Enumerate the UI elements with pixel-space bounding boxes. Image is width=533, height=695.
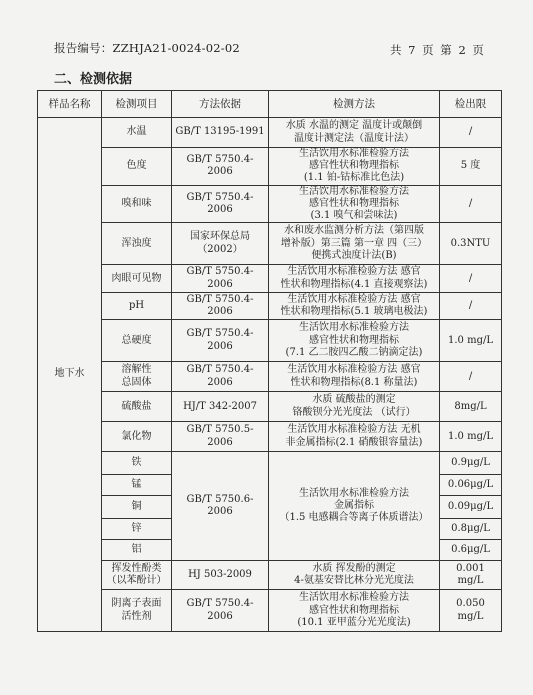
- item-cell: 总硬度: [102, 320, 172, 362]
- basis-cell: GB/T 13195-1991: [172, 118, 269, 148]
- method-cell: 水质 挥发酚的测定 4-氨基安替比林分光光度法: [269, 561, 440, 590]
- item-cell: 铝: [102, 540, 172, 561]
- basis-cell: GB/T 5750.4-2006: [172, 362, 269, 392]
- limit-cell: 0.09μg/L: [440, 496, 502, 519]
- basis-cell: GB/T 5750.4-2006: [172, 265, 269, 293]
- report-number: 报告编号：ZZHJA21-0024-02-02: [54, 41, 240, 55]
- limit-cell: 5 度: [440, 148, 502, 186]
- table-row: [38, 148, 502, 186]
- header-method: 检测方法: [269, 91, 440, 118]
- basis-cell: GB/T 5750.6-2006: [172, 452, 269, 561]
- limit-cell: 0.6μg/L: [440, 540, 502, 561]
- limit-cell: 0.06μg/L: [440, 475, 502, 496]
- basis-cell: GB/T 5750.4-2006: [172, 185, 269, 223]
- item-cell: 铁: [102, 452, 172, 475]
- basis-cell: GB/T 5750.4-2006: [172, 590, 269, 632]
- item-cell: 色度: [102, 148, 172, 186]
- method-cell: 生活饮用水标准检验方法 感官性状和物理指标 (1.1 铂-钴标准比色法): [269, 148, 440, 186]
- method-cell: 水质 水温的测定 温度计或颠倒 温度计测定法（温度计法）: [269, 118, 440, 148]
- method-cell: 水和废水监测分析方法（第四版 增补版）第三篇 第一章 四（三） 便携式浊度计法(B): [269, 223, 440, 265]
- header-sample-name: 样品名称: [38, 91, 102, 118]
- limit-cell: 0.9μg/L: [440, 452, 502, 475]
- method-cell: 生活饮用水标准检验方法 感官 性状和物理指标(4.1 直接观察法): [269, 265, 440, 293]
- header-limit: 检出限: [440, 91, 502, 118]
- table-row: [38, 362, 502, 392]
- sample-name-cell: 地下水: [38, 118, 102, 632]
- table-header-row: [38, 91, 502, 118]
- basis-cell: GB/T 5750.4-2006: [172, 148, 269, 186]
- table-row: [38, 293, 502, 320]
- limit-cell: 1.0 mg/L: [440, 320, 502, 362]
- item-cell: 阴离子表面 活性剂: [102, 590, 172, 632]
- basis-table: [37, 90, 502, 632]
- basis-cell: GB/T 5750.4-2006: [172, 293, 269, 320]
- limit-cell: 0.050 mg/L: [440, 590, 502, 632]
- method-cell: 生活饮用水标准检验方法 无机 非金属指标(2.1 硝酸银容量法): [269, 422, 440, 452]
- item-cell: 锌: [102, 519, 172, 540]
- limit-cell: /: [440, 185, 502, 223]
- limit-cell: /: [440, 293, 502, 320]
- item-cell: 水温: [102, 118, 172, 148]
- limit-cell: /: [440, 118, 502, 148]
- item-cell: 铜: [102, 496, 172, 519]
- limit-cell: 1.0 mg/L: [440, 422, 502, 452]
- section-title: 二、检测依据: [54, 72, 133, 87]
- table-row: [38, 422, 502, 452]
- table-row: [38, 185, 502, 223]
- method-cell: 水质 硫酸盐的测定 铬酸钡分光光度法 （试行）: [269, 392, 440, 422]
- limit-cell: /: [440, 265, 502, 293]
- limit-cell: 0.8μg/L: [440, 519, 502, 540]
- table-row: [38, 265, 502, 293]
- table-row: [38, 590, 502, 632]
- method-cell: 生活饮用水标准检验方法 感官 性状和物理指标(5.1 玻璃电极法): [269, 293, 440, 320]
- method-cell: 生活饮用水标准检验方法 感官性状和物理指标 (7.1 乙二胺四乙酸二钠滴定法): [269, 320, 440, 362]
- item-cell: 肉眼可见物: [102, 265, 172, 293]
- limit-cell: 0.3NTU: [440, 223, 502, 265]
- table-row: [38, 320, 502, 362]
- header-item: 检测项目: [102, 91, 172, 118]
- basis-cell: HJ/T 342-2007: [172, 392, 269, 422]
- item-cell: pH: [102, 293, 172, 320]
- basis-cell: HJ 503-2009: [172, 561, 269, 590]
- item-cell: 氯化物: [102, 422, 172, 452]
- table-row: [38, 223, 502, 265]
- page-info: 共 7 页 第 2 页: [390, 43, 484, 57]
- table-row: [38, 452, 502, 475]
- method-cell: 生活饮用水标准检验方法 感官 性状和物理指标(8.1 称量法): [269, 362, 440, 392]
- table-row: [38, 392, 502, 422]
- item-cell: 溶解性 总固体: [102, 362, 172, 392]
- table-row: [38, 561, 502, 590]
- item-cell: 嗅和味: [102, 185, 172, 223]
- basis-cell: GB/T 5750.4-2006: [172, 320, 269, 362]
- basis-cell: GB/T 5750.5-2006: [172, 422, 269, 452]
- limit-cell: /: [440, 362, 502, 392]
- item-cell: 锰: [102, 475, 172, 496]
- item-cell: 挥发性酚类 （以苯酚计）: [102, 561, 172, 590]
- item-cell: 浑浊度: [102, 223, 172, 265]
- limit-cell: 0.001 mg/L: [440, 561, 502, 590]
- item-cell: 硫酸盐: [102, 392, 172, 422]
- method-cell: 生活饮用水标准检验方法 金属指标 （1.5 电感耦合等离子体质谱法）: [269, 452, 440, 561]
- method-cell: 生活饮用水标准检验方法 感官性状和物理指标 (10.1 亚甲蓝分光光度法): [269, 590, 440, 632]
- basis-cell: 国家环保总局 （2002）: [172, 223, 269, 265]
- header-basis: 方法依据: [172, 91, 269, 118]
- method-cell: 生活饮用水标准检验方法 感官性状和物理指标 (3.1 嗅气和尝味法): [269, 185, 440, 223]
- table-row: [38, 118, 502, 148]
- limit-cell: 8mg/L: [440, 392, 502, 422]
